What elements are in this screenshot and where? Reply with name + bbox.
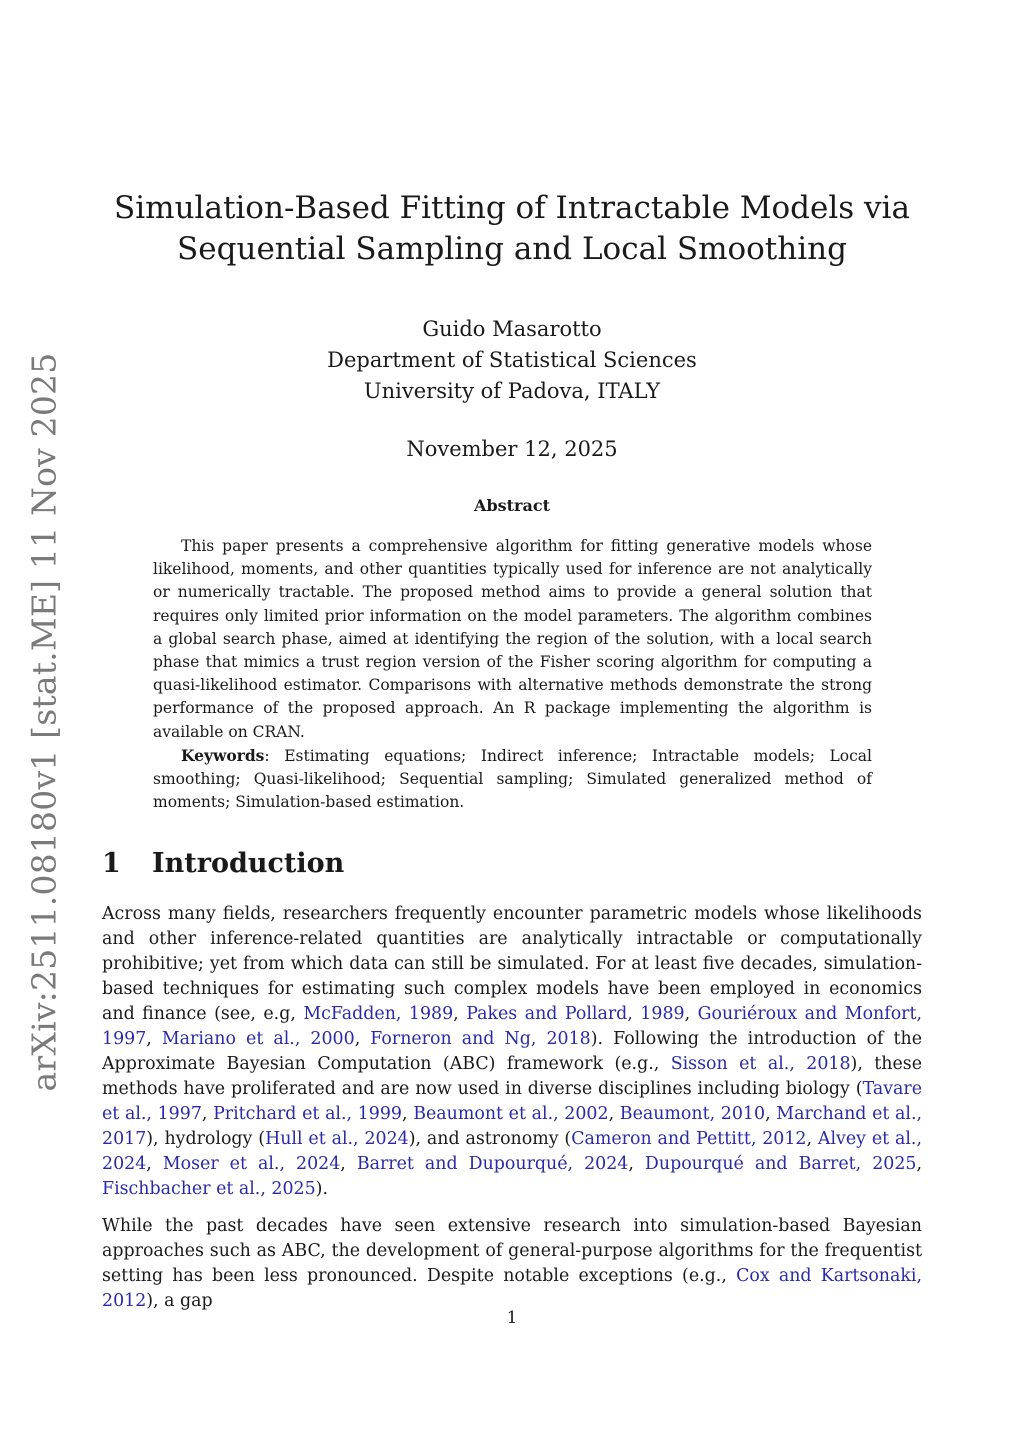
citation-link[interactable]: Dupourqué and Barret, 2025 <box>644 1154 917 1174</box>
citation-link[interactable]: Forneron and Ng, 2018 <box>370 1029 591 1049</box>
paragraph-1 <box>102 902 922 1202</box>
text-run: ). Following the introduction of the Approximate Bayesian Computation (ABC) framework (e.g., <box>102 1029 923 1074</box>
paper-title <box>100 188 924 270</box>
citation-link[interactable]: Moser et al., 2024 <box>162 1154 341 1174</box>
text-run: , <box>453 1004 467 1024</box>
citation-link[interactable]: Cox and Kartsonaki, 2012 <box>102 1266 923 1311</box>
keywords-label: Keywords <box>181 745 265 765</box>
section-heading <box>102 848 344 879</box>
text-run: ), these methods have proliferated and are now used in diverse disciplines including biology ( <box>102 1054 922 1099</box>
text-run: , <box>684 1004 698 1024</box>
text-run: , <box>628 1154 645 1174</box>
text-run: , <box>765 1104 777 1124</box>
citation-link[interactable]: Pritchard et al., 1999 <box>213 1104 402 1124</box>
text-run: ), hydrology ( <box>146 1129 266 1149</box>
text-run: , <box>402 1104 414 1124</box>
citation-link[interactable]: Pakes and Pollard, 1989 <box>466 1004 685 1024</box>
citation-link[interactable]: Sisson et al., 2018 <box>670 1054 851 1074</box>
citation-link[interactable]: McFadden, 1989 <box>303 1004 454 1024</box>
citation-link[interactable]: Alvey et al., 2024 <box>102 1129 922 1174</box>
citation-link[interactable]: Gouriéroux and Monfort, 1997 <box>102 1004 922 1049</box>
citation-link[interactable]: Beaumont, 2010 <box>619 1104 766 1124</box>
citation-link[interactable]: Tavare et al., 1997 <box>102 1079 922 1124</box>
abstract-text: This paper presents a comprehensive algorithm for fitting generative models whose likelihood, moments, and other quantities typically used for inference are not analytically or numerically tractable. The proposed method aims to provide a general solution that requires only limited prior information on the model parameters. The algorithm combines a global search phase, aimed at identifying the region of the solution, with a local search phase that mimics a trust region version of the Fisher scoring algorithm for computing a quasi-likelihood estimator. Comparisons with alternative methods demonstrate the strong performance of the proposed approach. An R package implementing the algorithm is available on CRAN. <box>153 537 872 741</box>
citation-link[interactable]: Cameron and Pettitt, 2012 <box>571 1129 807 1149</box>
text-run: ). <box>315 1179 328 1199</box>
section-number: 1 <box>102 848 121 879</box>
text-run: , <box>146 1154 163 1174</box>
section-title: Introduction <box>152 848 345 879</box>
author-department: Department of Statistical Sciences <box>327 348 697 372</box>
text-run: ), and astronomy ( <box>408 1129 572 1149</box>
paper-date: November 12, 2025 <box>406 437 618 461</box>
text-run: , <box>201 1104 214 1124</box>
text-run: , <box>806 1129 818 1149</box>
keywords <box>153 744 872 815</box>
citation-link[interactable]: Beaumont et al., 2002 <box>413 1104 609 1124</box>
text-run: , <box>608 1104 620 1124</box>
text-run: ), a gap <box>146 1291 213 1311</box>
body-text <box>102 902 922 1326</box>
citation-link[interactable]: Fischbacher et al., 2025 <box>102 1179 316 1199</box>
abstract <box>153 535 872 814</box>
text-run: While the past decades have seen extensive research into simulation-based Bayesian approaches such as ABC, the development of general-purpose algorithms for the frequentist setting has been less pronounced. Despite notable exceptions (e.g., <box>102 1216 922 1286</box>
text-run: Across many fields, researchers frequently encounter parametric models whose likelihoods and other inference-related quantities are analytically intractable or computationally prohibitive; yet from which data can still be simulated. For at least five decades, simulation-based techniques for estimating such complex models have been employed in economics and finance (see, e.g, <box>102 904 922 1024</box>
citation-link[interactable]: Mariano et al., 2000 <box>161 1029 355 1049</box>
author-block <box>100 314 924 407</box>
text-run: , <box>146 1029 162 1049</box>
author-university: University of Padova, ITALY <box>363 379 661 403</box>
arxiv-identifier[interactable]: arXiv:2511.08180v1 [stat.ME] 11 Nov 2025 <box>24 352 64 1092</box>
title-line-1: Simulation-Based Fitting of Intractable Models via <box>114 190 910 226</box>
text-run: , <box>354 1029 371 1049</box>
page-number: 1 <box>506 1308 518 1328</box>
author-name: Guido Masarotto <box>422 317 602 341</box>
citation-link[interactable]: Hull et al., 2024 <box>265 1129 409 1149</box>
keywords-text: : Estimating equations; Indirect inference; Intractable models; Local smoothing; Quasi-likelihood; Sequential sampling; Simulated generalized method of moments; Simulation-based estimation. <box>153 746 872 812</box>
title-line-2: Sequential Sampling and Local Smoothing <box>177 231 847 267</box>
citation-link[interactable]: Marchand et al., 2017 <box>102 1104 923 1149</box>
citation-link[interactable]: Barret and Dupourqué, 2024 <box>356 1154 629 1174</box>
text-run: , <box>340 1154 357 1174</box>
text-run: , <box>916 1154 922 1174</box>
abstract-heading: Abstract <box>474 496 550 515</box>
paragraph-2 <box>102 1214 922 1314</box>
